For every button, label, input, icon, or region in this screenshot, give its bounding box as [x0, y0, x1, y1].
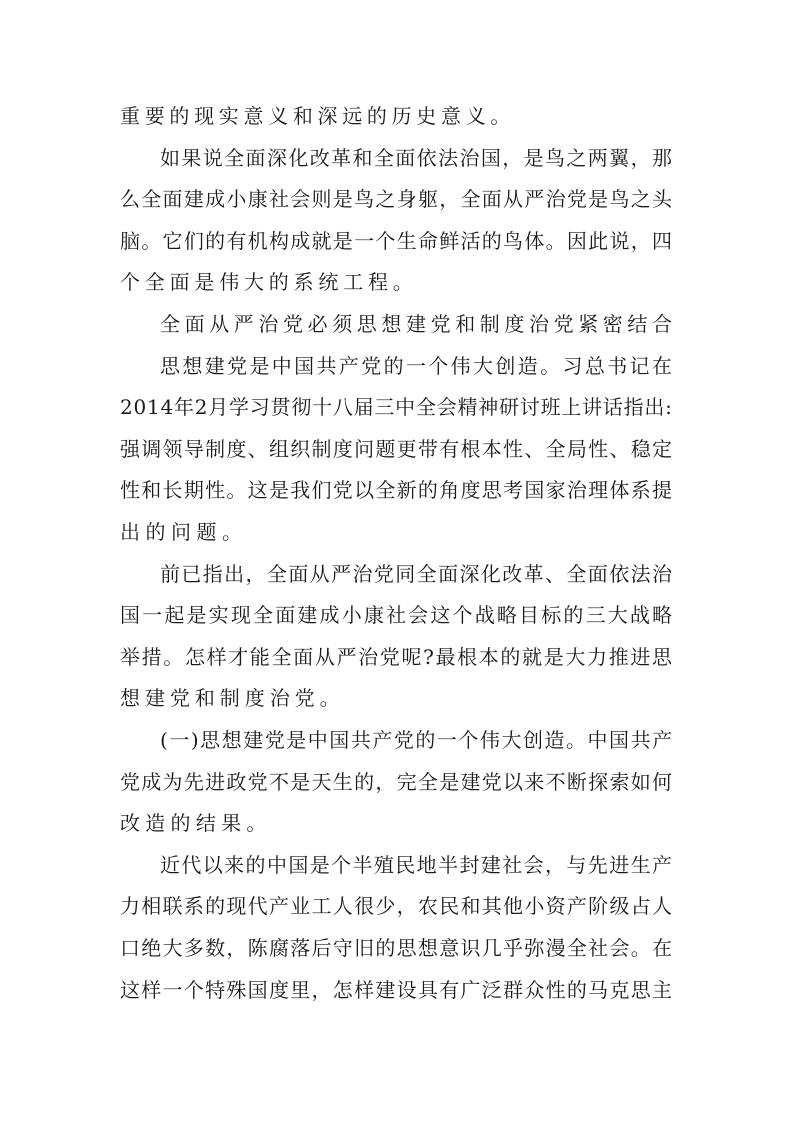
text-line: 重要的现实意义和深远的历史意义。: [120, 104, 516, 128]
text-line: 个全面是伟大的系统工程。: [120, 270, 418, 294]
paragraph-first-line: 前已指出，全面从严治党同全面深化改革、全面依法治: [160, 562, 674, 586]
text-line: 性和长期性。这是我们党以全新的角度思考国家治理体系提: [120, 478, 674, 502]
text-line: 想建党和制度治党。: [120, 686, 345, 710]
text-line: 强调领导制度、组织制度问题更带有根本性、全局性、稳定: [120, 437, 674, 461]
text-line: 口绝大多数，陈腐落后守旧的思想意识几乎弥漫全社会。在: [120, 936, 674, 960]
text-line: 举措。怎样才能全面从严治党呢?最根本的就是大力推进思: [120, 645, 674, 669]
text-line: 力相联系的现代产业工人很少，农民和其他小资产阶级占人: [120, 894, 674, 918]
text-line: 出的问题。: [120, 520, 248, 544]
text-line: 么全面建成小康社会则是鸟之身躯，全面从严治党是鸟之头: [120, 187, 674, 211]
text-line: 脑。它们的有机构成就是一个生命鲜活的鸟体。因此说，四: [120, 229, 674, 253]
text-line: 改造的结果。: [120, 811, 272, 835]
text-line: 2014年2月学习贯彻十八届三中全会精神研讨班上讲话指出:: [120, 395, 673, 419]
text-line: 这样一个特殊国度里，怎样建设具有广泛群众性的马克思主: [120, 978, 674, 1002]
text-line: 党成为先进政党不是天生的，完全是建党以来不断探索如何: [120, 770, 674, 794]
paragraph-first-line: (一)思想建党是中国共产党的一个伟大创造。中国共产: [160, 728, 674, 752]
text-line: 国一起是实现全面建成小康社会这个战略目标的三大战略: [120, 603, 675, 627]
paragraph-first-line: 思想建党是中国共产党的一个伟大创造。习总书记在: [160, 354, 675, 378]
paragraph-first-line: 近代以来的中国是个半殖民地半封建社会，与先进生产: [160, 853, 674, 877]
section-heading: 全面从严治党必须思想建党和制度治党紧密结合: [160, 312, 677, 336]
paragraph-first-line: 如果说全面深化改革和全面依法治国，是鸟之两翼，那: [160, 146, 674, 170]
